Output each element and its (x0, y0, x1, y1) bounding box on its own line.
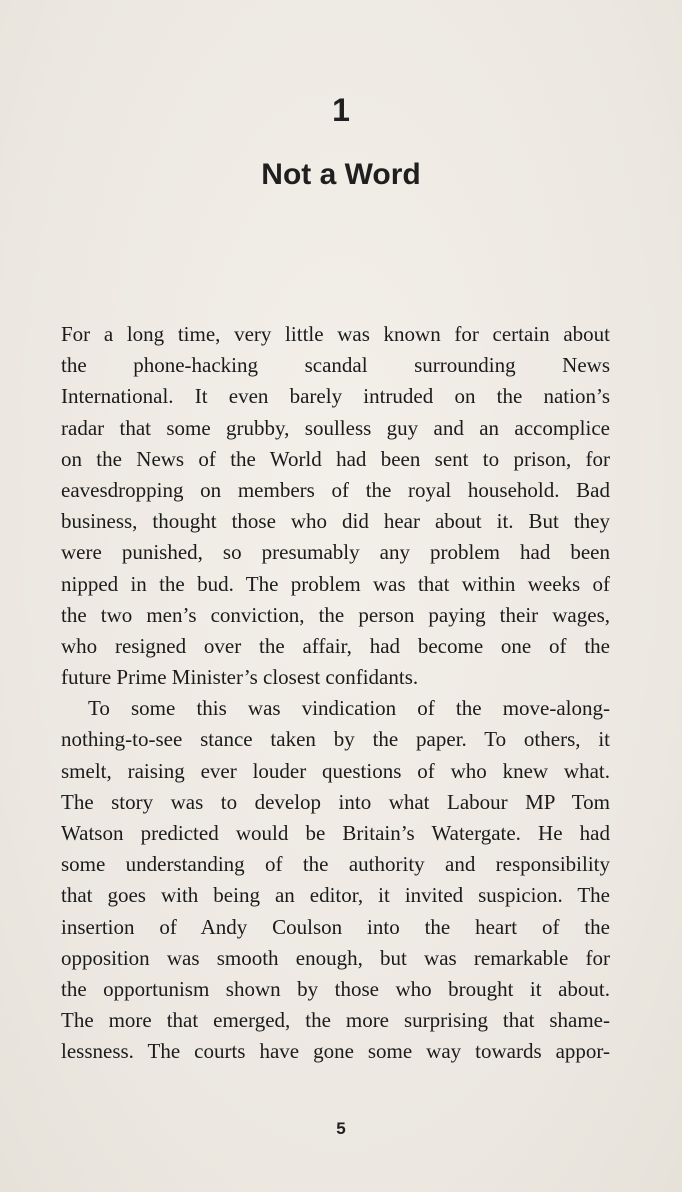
text-line: the phone-hacking scandal surrounding News (61, 353, 610, 378)
page-number: 5 (336, 1119, 346, 1138)
text-line: who resigned over the affair, had become one of the (61, 633, 610, 658)
text-line: nipped in the bud. The problem was that within weeks of (61, 571, 610, 596)
chapter-number: 1 (332, 92, 350, 128)
paragraph-2 (61, 693, 610, 1067)
text-line: International. It even barely intruded on the nation’s (61, 384, 610, 409)
text-line: To some this was vindication of the move-along- (88, 696, 610, 721)
text-line: were punished, so presumably any problem had been (61, 540, 610, 565)
text-line: The story was to develop into what Labour MP Tom (61, 789, 610, 814)
text-line: opposition was smooth enough, but was remarkable for (61, 945, 610, 970)
text-line: Watson predicted would be Britain’s Watergate. He had (61, 821, 610, 845)
text-line: insertion of Andy Coulson into the heart of the (61, 914, 610, 939)
body-text (61, 319, 610, 1068)
paragraph-1 (61, 319, 610, 693)
text-line: radar that some grubby, soulless guy and an accomplice (61, 415, 610, 440)
text-line: on the News of the World had been sent to prison, for (61, 446, 610, 471)
text-line: future Prime Minister’s closest confidants. (61, 665, 419, 690)
text-line: the two men’s conviction, the person paying their wages, (61, 602, 610, 627)
chapter-title: Not a Word (261, 158, 421, 191)
text-line: some understanding of the authority and responsibility (61, 852, 610, 877)
text-line: For a long time, very little was known for certain about (61, 322, 610, 346)
text-line: lessness. The courts have gone some way towards appor- (61, 1039, 610, 1064)
text-line: eavesdropping on members of the royal household. Bad (61, 477, 610, 502)
text-line: that goes with being an editor, it invited suspicion. The (61, 883, 610, 908)
text-line: The more that emerged, the more surprising that shame- (61, 1008, 610, 1033)
text-line: nothing-to-see stance taken by the paper. To others, it (61, 727, 610, 752)
text-line: smelt, raising ever louder questions of who knew what. (61, 758, 610, 783)
text-line: the opportunism shown by those who brought it about. (61, 976, 610, 1001)
text-line: business, thought those who did hear about it. But they (61, 509, 610, 534)
